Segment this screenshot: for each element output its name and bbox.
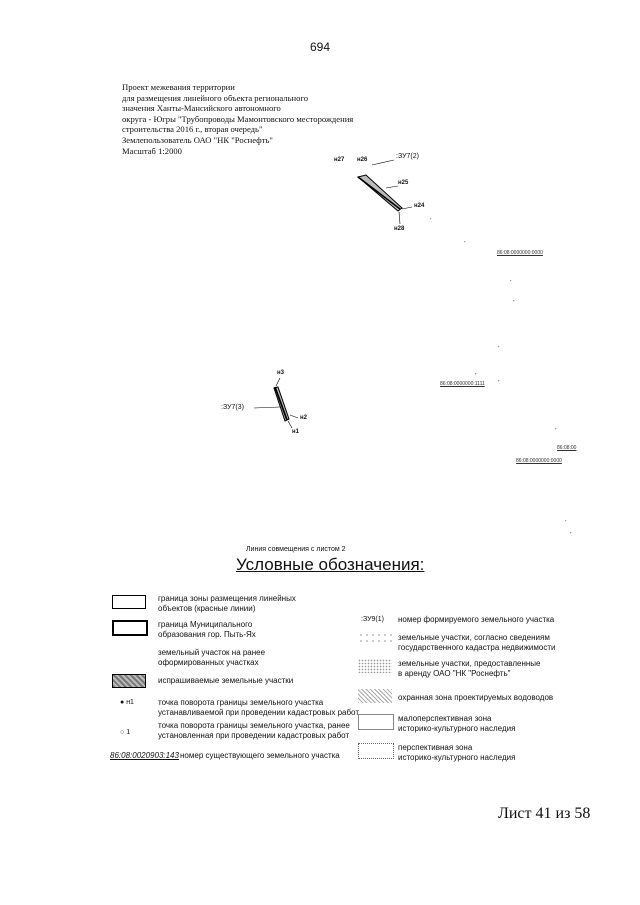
sheet-counter: Лист 41 из 58 [498,805,591,822]
leader-line [288,421,292,428]
point-label-n2: н2 [300,415,307,421]
header-line: Землепользователь ОАО "НК "Роснефть" [122,134,273,145]
point-label-n25: н25 [398,180,409,186]
scale-line: Масштаб 1:2000 [122,145,182,156]
point-label-n3: н3 [277,370,284,376]
legend-symbol-old-point: ○ 1 [120,729,131,736]
cadastral-number: 86:08:0000000:0000 [497,250,543,256]
leader-line [372,160,394,165]
header-line: значения Ханты-Мансийского автономного [122,103,281,114]
leader-line [254,407,280,408]
legend-swatch-low-prospect-zone [358,714,394,730]
legend-text: точка поворота границы земельного участка устанавливаемой при проведении кадастровых работ [158,698,359,717]
legend-text: охранная зона проектируемых водоводов [398,693,554,702]
leader-line [290,415,298,418]
point-label-n24: н24 [414,203,425,209]
legend-swatch-municipal-border [112,620,148,636]
legend-swatch-prospect-zone [358,743,394,759]
header-line: округа - Югры "Трубопроводы Мамонтовского месторождения [122,113,354,124]
legend-text: номер формируемого земельного участка [398,615,555,624]
cadastral-number: 86:08:0000000:0000 [516,458,562,464]
plot-number-zu7-2: :ЗУ7(2) [396,153,419,160]
cadastral-number: 86:08:00 [557,445,577,451]
point-label-n28: н28 [394,226,405,232]
leader-line [386,186,398,188]
plot-number-zu7-3: :ЗУ7(3) [221,404,244,411]
sheet-join-caption: Линия совмещения с листом 2 [246,546,346,553]
legend-text: малоперспективная зона историко-культурного наследия [398,714,516,733]
leader-line [276,378,280,386]
header-line: для размещения линейного объекта регионального [122,92,309,103]
legend-text: земельные участки, предоставленные в аренду ОАО "НК "Роснефть" [398,659,541,678]
legend-text: номер существующего земельного участка [180,751,340,760]
legend-title: Условные обозначения: [236,555,425,574]
legend-text: испрашиваемые земельные участки [158,676,294,685]
legend-text: точка поворота границы земельного участка, ранее установленная при проведении кадастровых работ [158,721,350,740]
cadastral-number: 86:08:0000000:1111 [440,381,485,387]
point-label-n26: н26 [357,157,368,163]
header-line: Проект межевания территории [122,82,235,92]
hollow-dot-icon: ○ [120,729,125,736]
legend-text: земельный участок на ранее оформированных участках [158,648,266,667]
legend-symbol-new-point: ● н1 [120,699,134,706]
legend-text: граница Муниципального образования гор. Пыть-Ях [158,620,256,639]
legend-text: земельные участки, согласно сведениям государственного кадастра недвижимости [398,633,556,652]
legend-symbol-new-plot: :ЗУ9(1) [361,616,384,623]
point-label-n27: н27 [334,157,345,163]
point-label-n1: н1 [292,429,299,435]
legend-swatch-requested-plots [112,674,146,688]
leader-line [399,212,400,224]
legend-swatch-gkn-plots [358,632,392,646]
legend-swatch-water-pipe-zone [358,689,392,703]
filled-dot-icon: ● [120,699,125,706]
legend-swatch-red-lines [112,595,146,609]
survey-dots [430,218,571,533]
plot-boundary [358,177,400,209]
legend-text: граница зоны размещения линейных объектов (красные линии) [158,594,296,613]
legend-text: перспективная зона историко-культурного наследия [398,743,516,762]
legend-symbol-cadastral: 86:08:0020903:143 [110,751,179,760]
legend-swatch-leased-plots [358,659,392,673]
page-number: 694 [309,40,331,54]
plot-boundary [275,387,287,420]
leader-line [402,207,412,209]
header-line: строительства 2016 г., вторая очередь" [122,124,263,135]
